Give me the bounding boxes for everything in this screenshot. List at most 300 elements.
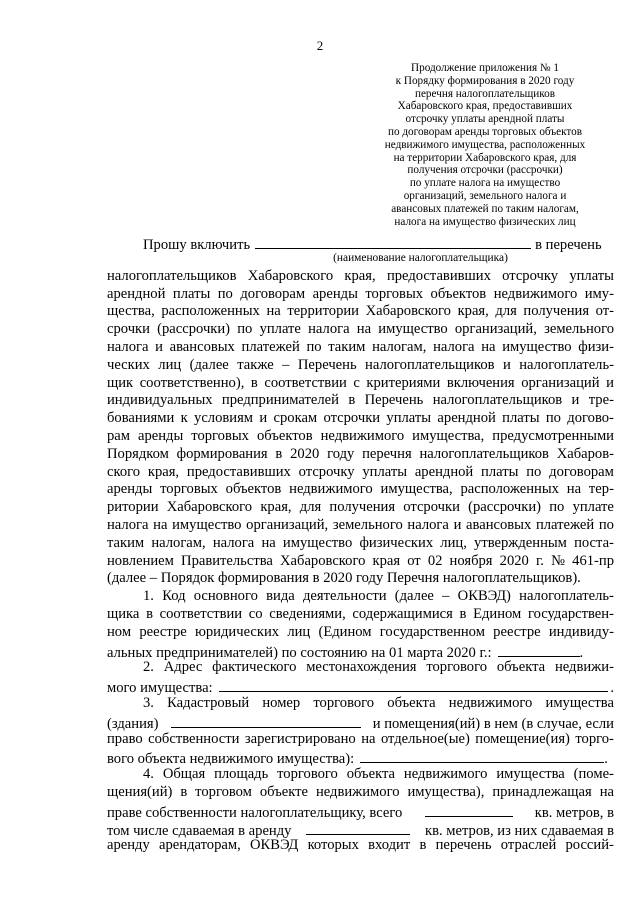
text-span xyxy=(107,303,614,321)
text-span xyxy=(107,321,614,339)
word: договорам xyxy=(549,463,614,480)
word: Хабаров- xyxy=(556,445,614,462)
word: фактического xyxy=(212,659,297,676)
text-line xyxy=(107,481,614,499)
appendix-note-line: организаций, земельного налога и xyxy=(403,189,567,202)
leased-area-field[interactable] xyxy=(306,820,410,835)
word: по xyxy=(217,285,233,302)
text-line xyxy=(107,535,614,553)
appendix-note xyxy=(370,62,600,228)
word: отсрочку xyxy=(298,463,355,480)
text-line xyxy=(107,303,614,321)
word: имущества, xyxy=(380,481,453,498)
word: предпринимателей xyxy=(221,392,339,409)
word: Хабаровского xyxy=(247,267,334,284)
word: срочки xyxy=(107,321,150,338)
word: земельного xyxy=(332,516,403,533)
word: налогоплательщиков xyxy=(419,445,549,462)
word: также xyxy=(237,356,274,373)
word: имущество xyxy=(282,534,353,551)
word: края xyxy=(372,552,401,569)
word: платы xyxy=(502,410,540,427)
word: бованиями xyxy=(107,410,175,427)
word: недвижимого xyxy=(448,694,533,711)
word: Кадастровый xyxy=(167,694,250,711)
word: объекте xyxy=(259,783,308,800)
word: 4. xyxy=(143,766,154,783)
word: 2. xyxy=(143,659,154,676)
text-span: том числе сдаваемая в аренду xyxy=(107,822,292,839)
word: имущество xyxy=(378,321,448,338)
word: формирования xyxy=(176,445,268,462)
word: налога xyxy=(433,338,475,355)
word: в xyxy=(419,837,427,854)
word: предоставивших xyxy=(186,463,291,480)
text-line xyxy=(107,624,614,642)
text-span: альных предпринимателей) по состоянию на 01 марта 2020 г.: xyxy=(107,644,492,661)
word: торгового xyxy=(313,694,375,711)
word: земельного xyxy=(544,321,614,338)
word: на xyxy=(566,481,582,498)
text-line xyxy=(107,464,614,482)
form-body xyxy=(107,234,614,855)
word: ритории xyxy=(107,499,159,516)
word: помещение(ия) xyxy=(475,730,570,747)
word: объектов xyxy=(256,427,313,444)
word: недвижимого xyxy=(403,766,488,783)
text-line xyxy=(107,392,614,410)
word: Хабаровского xyxy=(280,552,366,569)
word: торго- xyxy=(575,730,614,747)
text-line xyxy=(107,802,614,820)
text-line xyxy=(107,766,614,784)
word: лиц xyxy=(287,623,311,640)
text-span xyxy=(107,535,614,553)
word: и xyxy=(502,356,511,373)
word: со xyxy=(248,605,263,622)
word: для xyxy=(495,303,517,320)
word: отсрочки xyxy=(403,499,460,516)
text-span xyxy=(107,837,614,855)
word: отсрочку xyxy=(502,267,559,284)
word: на xyxy=(266,303,281,320)
word: организаций, xyxy=(246,516,329,533)
word: ческих xyxy=(107,356,150,373)
word: аренды xyxy=(138,427,184,444)
total-area-field[interactable] xyxy=(425,802,513,817)
okved-code-field[interactable] xyxy=(498,642,580,657)
word: налога xyxy=(212,534,255,551)
word: по xyxy=(526,463,542,480)
text-line xyxy=(107,784,614,802)
word: соответствии xyxy=(264,374,347,391)
word: 1. xyxy=(143,588,154,605)
text-line xyxy=(107,499,614,517)
word: в xyxy=(459,605,467,622)
word: края, xyxy=(457,303,489,320)
word: Общая xyxy=(162,766,206,783)
word: г. xyxy=(535,552,544,569)
word: (рассрочки) xyxy=(157,321,231,338)
request-suffix: в перечень xyxy=(535,237,602,253)
text-span xyxy=(107,268,614,286)
word: вида xyxy=(266,588,295,605)
text-span xyxy=(143,695,614,713)
word: сведениями, xyxy=(269,605,346,622)
word: платы xyxy=(172,285,211,302)
text-line xyxy=(107,321,614,339)
text-span xyxy=(107,606,614,624)
word: собственности xyxy=(148,730,240,747)
word: края, xyxy=(344,267,376,284)
building-cadastral-number-field[interactable] xyxy=(171,713,361,728)
word: перечня xyxy=(362,445,412,462)
word: щик xyxy=(107,374,134,391)
word: налогоплательщиков xyxy=(107,267,237,284)
text-line xyxy=(107,517,614,535)
word: арендной xyxy=(107,285,166,302)
word: и xyxy=(453,516,462,533)
text-line xyxy=(107,659,614,677)
word: Код xyxy=(162,588,186,605)
word: на xyxy=(361,730,376,747)
word: недвижимого xyxy=(320,427,405,444)
word: по xyxy=(306,338,322,355)
word: недвижи- xyxy=(554,659,614,676)
word: налога xyxy=(107,516,149,533)
page-number: 2 xyxy=(316,38,324,53)
appendix-note-line: налога на имущество физических лиц xyxy=(394,215,576,228)
item-2-address xyxy=(107,659,614,695)
word: имущество xyxy=(172,516,242,533)
word: зарегистрировано xyxy=(244,730,356,747)
word: право xyxy=(107,730,143,747)
word: и xyxy=(571,392,580,409)
appendix-note-line: авансовых платежей по таким налогам, xyxy=(391,202,579,215)
word: Перечень xyxy=(297,356,357,373)
word: номер xyxy=(262,694,301,711)
word: щения(ий) xyxy=(107,783,173,800)
word: реестре xyxy=(139,623,187,640)
word: торговых xyxy=(191,427,249,444)
word: основного xyxy=(193,588,258,605)
word: местонахождения xyxy=(306,659,417,676)
word: расположенных xyxy=(161,303,260,320)
text-span xyxy=(107,428,614,446)
word: Едином xyxy=(473,605,522,622)
word: имущества xyxy=(496,766,565,783)
text-span xyxy=(107,375,614,393)
word: площадь xyxy=(214,766,269,783)
word: лиц xyxy=(158,356,182,373)
word: в xyxy=(180,783,188,800)
text-line xyxy=(107,713,614,731)
text-span xyxy=(107,731,614,749)
request-line xyxy=(107,234,614,252)
word: к xyxy=(180,410,188,427)
word: недвижимого xyxy=(315,783,400,800)
word: соответствии xyxy=(159,605,243,622)
word: и xyxy=(259,410,268,427)
text-span: . xyxy=(610,680,614,697)
word: государственном xyxy=(379,623,485,640)
word: тер- xyxy=(588,481,614,498)
word: на xyxy=(599,783,614,800)
text-span: . xyxy=(604,751,608,768)
word: с xyxy=(353,374,360,391)
appendix-note-line: по уплате налога на имущество xyxy=(409,177,561,190)
word: 2020 xyxy=(290,445,320,462)
text-span: и помещения(ий) в нем (в случае, если xyxy=(372,715,614,732)
premises-cadastral-number-field[interactable] xyxy=(360,748,604,763)
word: края, xyxy=(260,499,292,516)
word: авансовых xyxy=(466,516,532,533)
word: платежей xyxy=(535,516,595,533)
word: индивидуальных xyxy=(107,392,213,409)
word: Перечень xyxy=(364,392,424,409)
word: в xyxy=(275,445,283,462)
item-1-okved xyxy=(107,588,614,659)
text-span xyxy=(143,659,614,677)
word: уплате xyxy=(259,321,301,338)
word: – xyxy=(442,588,450,605)
word: индивиду- xyxy=(548,623,614,640)
text-line xyxy=(107,357,614,375)
word: по xyxy=(549,499,565,516)
text-line xyxy=(107,677,614,695)
word: имущество xyxy=(502,338,572,355)
word: ского xyxy=(107,463,141,480)
word: отсрочки xyxy=(323,410,381,427)
word: и xyxy=(155,338,163,355)
text-span: кв. метров, в xyxy=(534,804,614,821)
word: № xyxy=(551,552,566,569)
word: физических xyxy=(359,534,434,551)
word: поста- xyxy=(574,534,614,551)
word: Правительства xyxy=(181,552,273,569)
taxpayer-name-sublabel: (наименование налогоплательщика) xyxy=(333,251,508,264)
text-span: (далее – Порядок формирования в 2020 году Перечня налогоплательщиков). xyxy=(107,570,581,587)
text-line xyxy=(107,837,614,855)
text-line xyxy=(107,286,614,304)
word: ном xyxy=(107,623,132,640)
word: платы xyxy=(481,463,519,480)
word: предусмотренными xyxy=(492,427,614,444)
taxpayer-name-field[interactable] xyxy=(255,234,531,249)
word: таким xyxy=(107,534,145,551)
word: налога xyxy=(107,338,149,355)
word: на xyxy=(261,534,276,551)
word: догово- xyxy=(567,410,614,427)
text-span xyxy=(143,588,614,606)
word: (далее xyxy=(189,356,229,373)
text-span xyxy=(107,784,614,802)
word: торговом xyxy=(195,783,252,800)
word: получения xyxy=(523,303,590,320)
word: (поме- xyxy=(573,766,614,783)
appendix-note-line: Хабаровского края, предоставивших xyxy=(397,100,573,113)
text-span xyxy=(107,499,614,517)
word: торговых xyxy=(160,481,218,498)
text-line xyxy=(107,428,614,446)
word: на xyxy=(356,321,372,338)
word: расположенных xyxy=(460,481,559,498)
word: имущества xyxy=(545,694,614,711)
text-span xyxy=(107,286,614,304)
word: уплаты xyxy=(362,463,408,480)
word: 461-пр xyxy=(572,552,614,569)
word: налогоплатель- xyxy=(519,356,614,373)
text-span xyxy=(143,766,614,784)
word: торгового xyxy=(277,766,338,783)
appendix-note-line: отсрочку уплаты арендной платы xyxy=(405,113,565,126)
appendix-note-line: получения отсрочки (рассрочки) xyxy=(407,164,563,177)
word: организаций xyxy=(521,374,600,391)
word: условиям xyxy=(194,410,254,427)
word: территории xyxy=(287,303,359,320)
word: отдельное(ые) xyxy=(380,730,470,747)
word: 2020 xyxy=(499,552,529,569)
text-span: мого имущества: xyxy=(107,680,213,697)
word: объекта xyxy=(387,694,436,711)
appendix-note-line: перечня налогоплательщиков xyxy=(414,87,556,100)
word: уплаты xyxy=(569,267,614,284)
word: соответственно), xyxy=(139,374,245,391)
word: входит xyxy=(368,837,411,854)
text-line xyxy=(107,695,614,713)
word: уплате xyxy=(572,499,614,516)
text-span xyxy=(107,392,614,410)
word: авансовых xyxy=(169,338,235,355)
text-line xyxy=(107,339,614,357)
text-span xyxy=(107,624,614,642)
word: иму- xyxy=(584,285,614,302)
word: аренды xyxy=(312,285,358,302)
word: которых xyxy=(307,837,359,854)
word: в xyxy=(250,374,258,391)
text-span xyxy=(107,339,614,357)
word: по xyxy=(237,321,253,338)
word: края, xyxy=(147,463,180,480)
word: Хабаровского xyxy=(166,499,253,516)
word: налогоплательщиков xyxy=(432,392,563,409)
appendix-note-line: к Порядку формирования в 2020 году xyxy=(395,74,575,87)
word: арендной xyxy=(437,410,496,427)
word: от xyxy=(407,552,421,569)
word: на xyxy=(153,516,168,533)
word: от- xyxy=(595,303,614,320)
text-span xyxy=(107,446,614,464)
text-span xyxy=(107,464,614,482)
word: – xyxy=(282,356,290,373)
text-line xyxy=(107,642,614,660)
word: (Едином xyxy=(318,623,372,640)
object-address-field[interactable] xyxy=(219,677,609,692)
word: недвижимого xyxy=(289,481,373,498)
word: в xyxy=(146,605,153,622)
word: объектов xyxy=(430,285,487,302)
request-prefix: Прошу включить xyxy=(143,237,251,253)
word: деятельности xyxy=(302,588,387,605)
word: получения xyxy=(329,499,396,516)
word: Порядком xyxy=(107,445,169,462)
word: объекта xyxy=(346,766,396,783)
word: организаций, xyxy=(454,321,537,338)
word: принадлежащая xyxy=(492,783,592,800)
word: рам xyxy=(107,427,131,444)
word: щика xyxy=(107,605,140,622)
word: аренду xyxy=(107,837,150,854)
word: юридических xyxy=(194,623,280,640)
word: Адрес xyxy=(163,659,203,676)
word: физи- xyxy=(578,338,614,355)
word: лиц, xyxy=(440,534,467,551)
word: налога xyxy=(407,516,449,533)
appendix-note-line: по договорам аренды торговых объектов xyxy=(387,125,582,138)
word: включения xyxy=(446,374,515,391)
text-line xyxy=(107,268,614,286)
text-line xyxy=(107,748,614,766)
word: (далее xyxy=(394,588,434,605)
word: недвижимого xyxy=(493,285,578,302)
text-line xyxy=(107,588,614,606)
word: перечень xyxy=(435,837,492,854)
word: тре- xyxy=(588,392,614,409)
word: содержащимися xyxy=(352,605,453,622)
word: ОКВЭД xyxy=(249,837,299,854)
word: новлением xyxy=(107,552,174,569)
word: налогоплательщиков xyxy=(365,356,495,373)
word: для xyxy=(299,499,322,516)
item-3-cadastral xyxy=(107,695,614,766)
word: налогам, xyxy=(372,338,427,355)
text-span: кв. метров, из них сдаваемая в xyxy=(424,822,614,839)
word: срокам xyxy=(273,410,318,427)
text-span: вого объекта недвижимого имущества): xyxy=(107,751,355,768)
word: предоставивших xyxy=(386,267,491,284)
word: ОКВЭД) xyxy=(457,588,511,605)
word: торговых xyxy=(365,285,424,302)
word: и xyxy=(606,374,614,391)
text-span xyxy=(107,481,614,499)
word: россий- xyxy=(565,837,614,854)
text-span: праве собственности налогоплательщику, всего xyxy=(107,804,403,821)
word: налога xyxy=(308,321,350,338)
word: имущества), xyxy=(407,783,485,800)
word: налогам, xyxy=(151,534,206,551)
word: торгового xyxy=(426,659,488,676)
word: государствен- xyxy=(527,605,614,622)
appendix-note-line: недвижимого имущества, расположенных xyxy=(384,138,586,151)
text-span xyxy=(107,553,614,571)
word: критериями xyxy=(366,374,441,391)
appendix-note-line: на территории Хабаровского края, для xyxy=(393,151,577,164)
word: арендной xyxy=(414,463,474,480)
word: аренды xyxy=(107,481,153,498)
word: налогоплатель- xyxy=(519,588,614,605)
word: по xyxy=(598,516,614,533)
word: на xyxy=(481,338,496,355)
text-span: . xyxy=(579,644,584,661)
word: утвержденным xyxy=(474,534,567,551)
text-line xyxy=(107,553,614,571)
text-span xyxy=(107,517,614,535)
word: щества, xyxy=(107,303,155,320)
word: по xyxy=(545,410,561,427)
word: арендаторам, xyxy=(159,837,241,854)
text-span xyxy=(107,357,614,375)
word: (рассрочки) xyxy=(468,499,542,516)
